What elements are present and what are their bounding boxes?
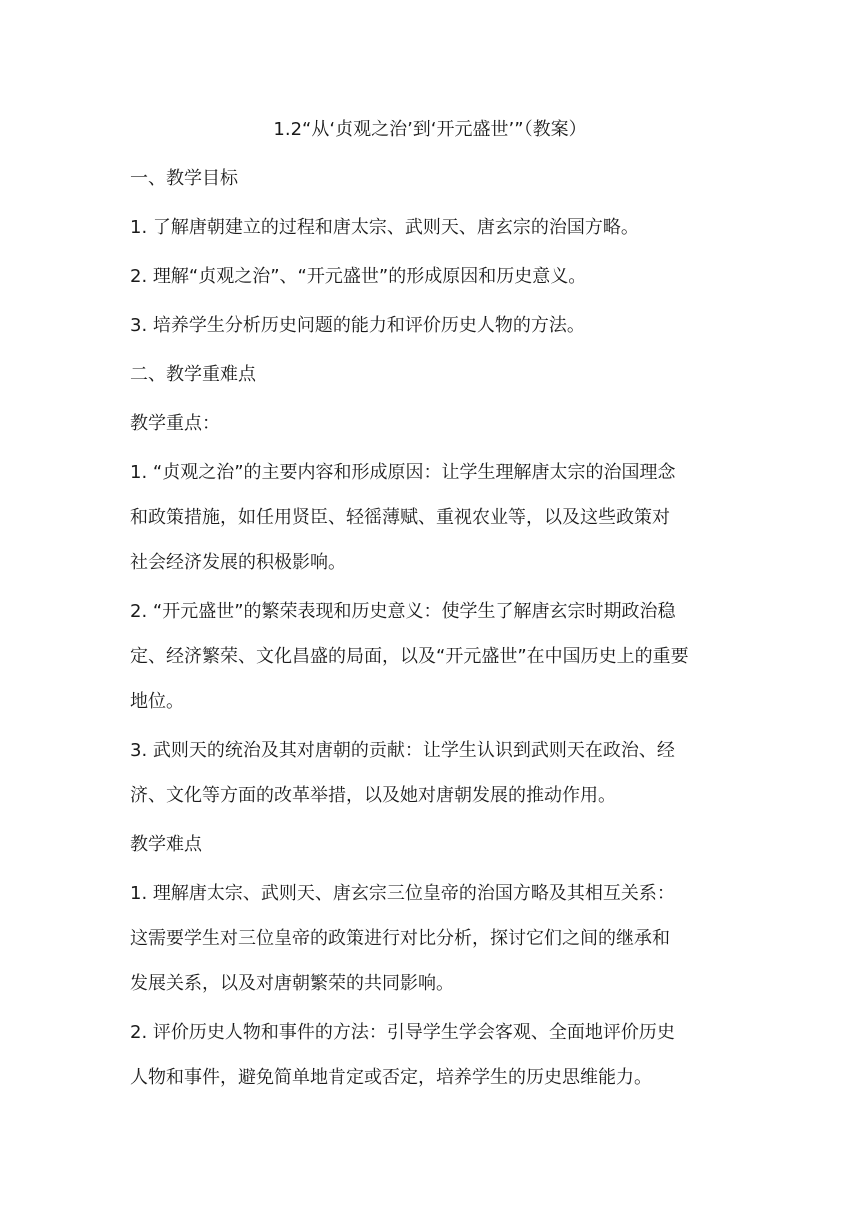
key-point-2-line: 2. “开元盛世”的繁荣表现和历史意义：使学生了解唐玄宗时期政治稳 bbox=[130, 601, 676, 622]
key-point-3-line: 3. 武则天的统治及其对唐朝的贡献：让学生认识到武则天在政治、经 bbox=[130, 740, 675, 761]
objective-item-1: 1. 了解唐朝建立的过程和唐太宗、武则天、唐玄宗的治国方略。 bbox=[130, 217, 639, 238]
document-content bbox=[130, 113, 730, 1095]
key-point-2-line: 定、经济繁荣、文化昌盛的局面，以及“开元盛世”在中国历史上的重要 bbox=[130, 646, 689, 667]
difficult-points-heading: 教学难点 bbox=[130, 834, 202, 855]
objective-item-3: 3. 培养学生分析历史问题的能力和评价历史人物的方法。 bbox=[130, 315, 585, 336]
objective-item-2: 2. 理解“贞观之治”、“开元盛世”的形成原因和历史意义。 bbox=[130, 266, 587, 287]
key-points-heading: 教学重点： bbox=[130, 413, 220, 434]
difficult-point-1-line: 这需要学生对三位皇帝的政策进行对比分析，探讨它们之间的继承和 bbox=[130, 928, 670, 949]
difficult-point-2 bbox=[130, 1016, 730, 1095]
key-point-2-line: 地位。 bbox=[130, 691, 184, 712]
difficult-point-1-line: 1. 理解唐太宗、武则天、唐玄宗三位皇帝的治国方略及其相互关系： bbox=[130, 883, 675, 904]
difficult-point-2-line: 2. 评价历史人物和事件的方法：引导学生学会客观、全面地评价历史 bbox=[130, 1022, 675, 1043]
key-point-3-line: 济、文化等方面的改革举措，以及她对唐朝发展的推动作用。 bbox=[130, 785, 616, 806]
key-point-1 bbox=[130, 456, 730, 580]
key-point-1-line: 和政策措施，如任用贤臣、轻徭薄赋、重视农业等，以及这些政策对 bbox=[130, 507, 670, 528]
difficult-point-1-line: 发展关系，以及对唐朝繁荣的共同影响。 bbox=[130, 973, 454, 994]
key-point-1-line: 社会经济发展的积极影响。 bbox=[130, 552, 346, 573]
key-point-1-line: 1. “贞观之治”的主要内容和形成原因：让学生理解唐太宗的治国理念 bbox=[130, 462, 676, 483]
section-heading-objectives: 一、教学目标 bbox=[130, 168, 238, 189]
section-heading-key-difficult: 二、教学重难点 bbox=[130, 364, 256, 385]
document-title: 1.2“从‘贞观之治’到‘开元盛世’”（教案） bbox=[273, 119, 587, 140]
key-point-2 bbox=[130, 595, 730, 719]
difficult-point-2-line: 人物和事件，避免简单地肯定或否定，培养学生的历史思维能力。 bbox=[130, 1067, 652, 1088]
key-point-3 bbox=[130, 734, 730, 813]
difficult-point-1 bbox=[130, 877, 730, 1001]
